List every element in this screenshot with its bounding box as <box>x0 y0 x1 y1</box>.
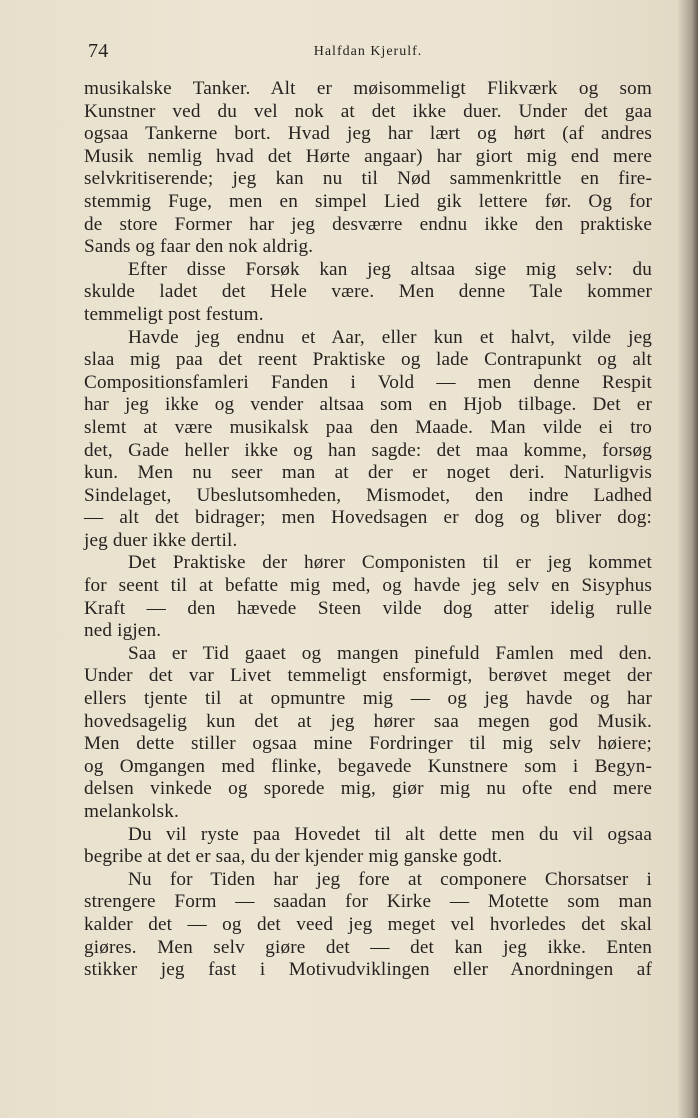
text-line: Saa er Tid gaaet og mangen pinefuld Famlen med den. <box>128 642 652 664</box>
text-line: Sands og faar den nok aldrig. <box>84 236 314 258</box>
text-line: musikalske Tanker. Alt er møisommeligt Flikværk og som <box>84 78 652 99</box>
text-line: Kunstner ved du vel nok at det ikke duer. Under det gaa <box>84 100 652 122</box>
text-line: Havde jeg endnu et Aar, eller kun et halvt, vilde jeg <box>128 326 652 348</box>
text-line: strengere Form — saadan for Kirke — Motette som man <box>84 891 652 913</box>
text-line: stikker jeg fast i Motivudviklingen eller Anordningen af <box>84 959 652 981</box>
text-line: Musik nemlig hvad det Hørte angaar) har giort mig end mere <box>84 145 652 167</box>
text-line: ogsaa Tankerne bort. Hvad jeg har lært og hørt (af andres <box>84 123 652 145</box>
text-line: — alt det bidrager; men Hovedsagen er dog og bliver dog: <box>84 507 652 529</box>
text-line: Nu for Tiden har jeg fore at componere Chorsatser i <box>128 868 652 890</box>
text-line: og Omgangen med flinke, begavede Kunstnere som i Begyn- <box>84 755 652 777</box>
text-line: selvkritiserende; jeg kan nu til Nød sammenkrittle en fire- <box>84 168 652 190</box>
page-header <box>84 40 652 64</box>
text-line: kun. Men nu seer man at der er noget deri. Naturligvis <box>84 462 652 484</box>
text-line: Men dette stiller ogsaa mine Fordringer til mig selv høiere; <box>84 733 652 755</box>
text-line: ellers tjente til at opmuntre mig — og jeg havde og har <box>84 688 652 710</box>
text-line: jeg duer ikke dertil. <box>84 529 238 551</box>
text-line: Sindelaget, Ubeslutsomheden, Mismodet, den indre Ladhed <box>84 484 652 506</box>
body-text <box>84 78 652 982</box>
text-line: Kraft — den hævede Steen vilde dog atter idelig rulle <box>84 597 652 619</box>
text-line: har jeg ikke og vender altsaa som en Hjob tilbage. Det er <box>84 394 652 416</box>
text-line: skulde ladet det Hele være. Men denne Tale kommer <box>84 281 652 303</box>
text-line: giøres. Men selv giøre det — det kan jeg ikke. Enten <box>84 936 652 958</box>
running-head: Halfdan Kjerulf. <box>313 44 423 59</box>
text-line: delsen vinkede og sporede mig, giør mig nu ofte end mere <box>84 778 652 800</box>
text-line: begribe at det er saa, du der kjender mig ganske godt. <box>84 846 503 868</box>
text-line: det, Gade heller ikke og han sagde: det maa komme, forsøg <box>84 439 652 461</box>
text-line: de store Former har jeg desværre endnu ikke den praktiske <box>84 213 652 235</box>
text-line: Efter disse Forsøk kan jeg altsaa sige mig selv: du <box>128 258 652 280</box>
text-line: slaa mig paa det reent Praktiske og lade Contrapunkt og alt <box>84 349 652 371</box>
text-line: Du vil ryste paa Hovedet til alt dette men du vil ogsaa <box>128 823 652 845</box>
text-line: Det Praktiske der hører Componisten til er jeg kommet <box>128 552 652 574</box>
text-line: Under det var Livet temmeligt ensformigt, berøvet meget der <box>84 665 652 687</box>
text-line: slemt at være musikalsk paa den Maade. Man vilde ei tro <box>84 416 652 438</box>
text-line: kalder det — og det veed jeg meget vel hvorledes det skal <box>84 913 652 935</box>
page-number: 74 <box>88 40 109 62</box>
text-line: for seent til at befatte mig med, og havde jeg selv en Sisyphus <box>84 575 652 597</box>
text-line: hovedsagelig kun det at jeg hører saa megen god Musik. <box>84 710 652 732</box>
text-line: temmeligt post festum. <box>84 303 264 325</box>
text-line: stemmig Fuge, men en simpel Lied gik lettere før. Og for <box>84 190 652 212</box>
text-line: melankolsk. <box>84 801 179 822</box>
text-line: ned igjen. <box>84 620 162 642</box>
text-line: Compositionsfamleri Fanden i Vold — men denne Respit <box>84 371 652 393</box>
